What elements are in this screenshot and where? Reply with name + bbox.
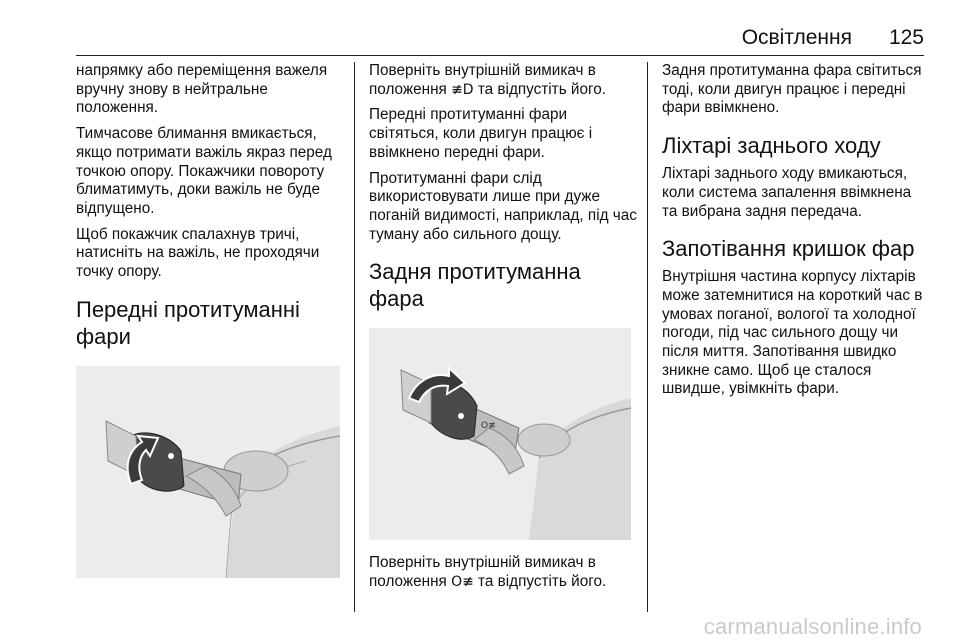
section-heading: Передні протитуманні фари bbox=[76, 296, 300, 349]
column-divider-2 bbox=[647, 62, 648, 612]
paragraph: Внутрішня частина корпусу ліхтарів може затемнитися на короткий час в умовах поганої, вологої та холодної погоди, під час сильного дощу чи після миття. Запотівання швидко зникне само. Щоб це сталося швидше, увімкніть фари. bbox=[662, 268, 923, 398]
watermark: carmanualsonline.info bbox=[703, 614, 922, 639]
section-heading: Запотівання кришок фар bbox=[662, 236, 915, 262]
header-rule bbox=[76, 55, 924, 56]
paragraph: Поверніть внутрішній вимикач в положення ≢D та відпустіть його. bbox=[369, 62, 606, 98]
column-divider-1 bbox=[354, 62, 355, 612]
rear-fog-light-icon: O≢ bbox=[451, 574, 474, 591]
section-title: Освітлення bbox=[741, 26, 852, 49]
paragraph: напрямку або переміщення важеля вручну знову в нейтральне положення. bbox=[76, 62, 328, 117]
paragraph: Тимчасове блимання вмикається, якщо потримати важіль якраз перед точкою опору. Покажчики повороту блиматимуть, доки важіль не буде відпущено. bbox=[76, 125, 332, 217]
figure-rear-fog-lever bbox=[369, 328, 631, 540]
paragraph: Ліхтарі заднього ходу вмикаються, коли система запалення ввімкнена та вибрана задня передача. bbox=[662, 165, 912, 220]
column-2 bbox=[369, 62, 637, 599]
section-heading: Ліхтарі заднього ходу bbox=[662, 133, 881, 159]
paragraph: Поверніть внутрішній вимикач в положення O≢ та відпустіть його. bbox=[369, 554, 607, 591]
svg-text:O≢: O≢ bbox=[481, 421, 496, 432]
paragraph: Передні протитуманні фари світяться, коли двигун працює і ввімкнено передні фари. bbox=[369, 106, 593, 161]
page-number: 125 bbox=[888, 26, 924, 49]
front-fog-light-icon: ≢D bbox=[451, 81, 474, 98]
paragraph: Протитуманні фари слід використовувати лише при дуже поганій видимості, наприклад, під час туману або сильного дощу. bbox=[369, 169, 637, 243]
figure-front-fog-lever bbox=[76, 366, 340, 578]
paragraph: Щоб покажчик спалахнув тричі, натисніть на важіль, не проходячи точку опору. bbox=[76, 225, 320, 281]
column-3 bbox=[662, 62, 930, 406]
paragraph: Задня протитуманна фара світиться тоді, коли двигун працює і передні фари ввімкнено. bbox=[662, 62, 922, 117]
page-header bbox=[76, 18, 924, 56]
column-1 bbox=[76, 62, 344, 578]
section-heading: Задня протитуманна фара bbox=[369, 259, 581, 312]
